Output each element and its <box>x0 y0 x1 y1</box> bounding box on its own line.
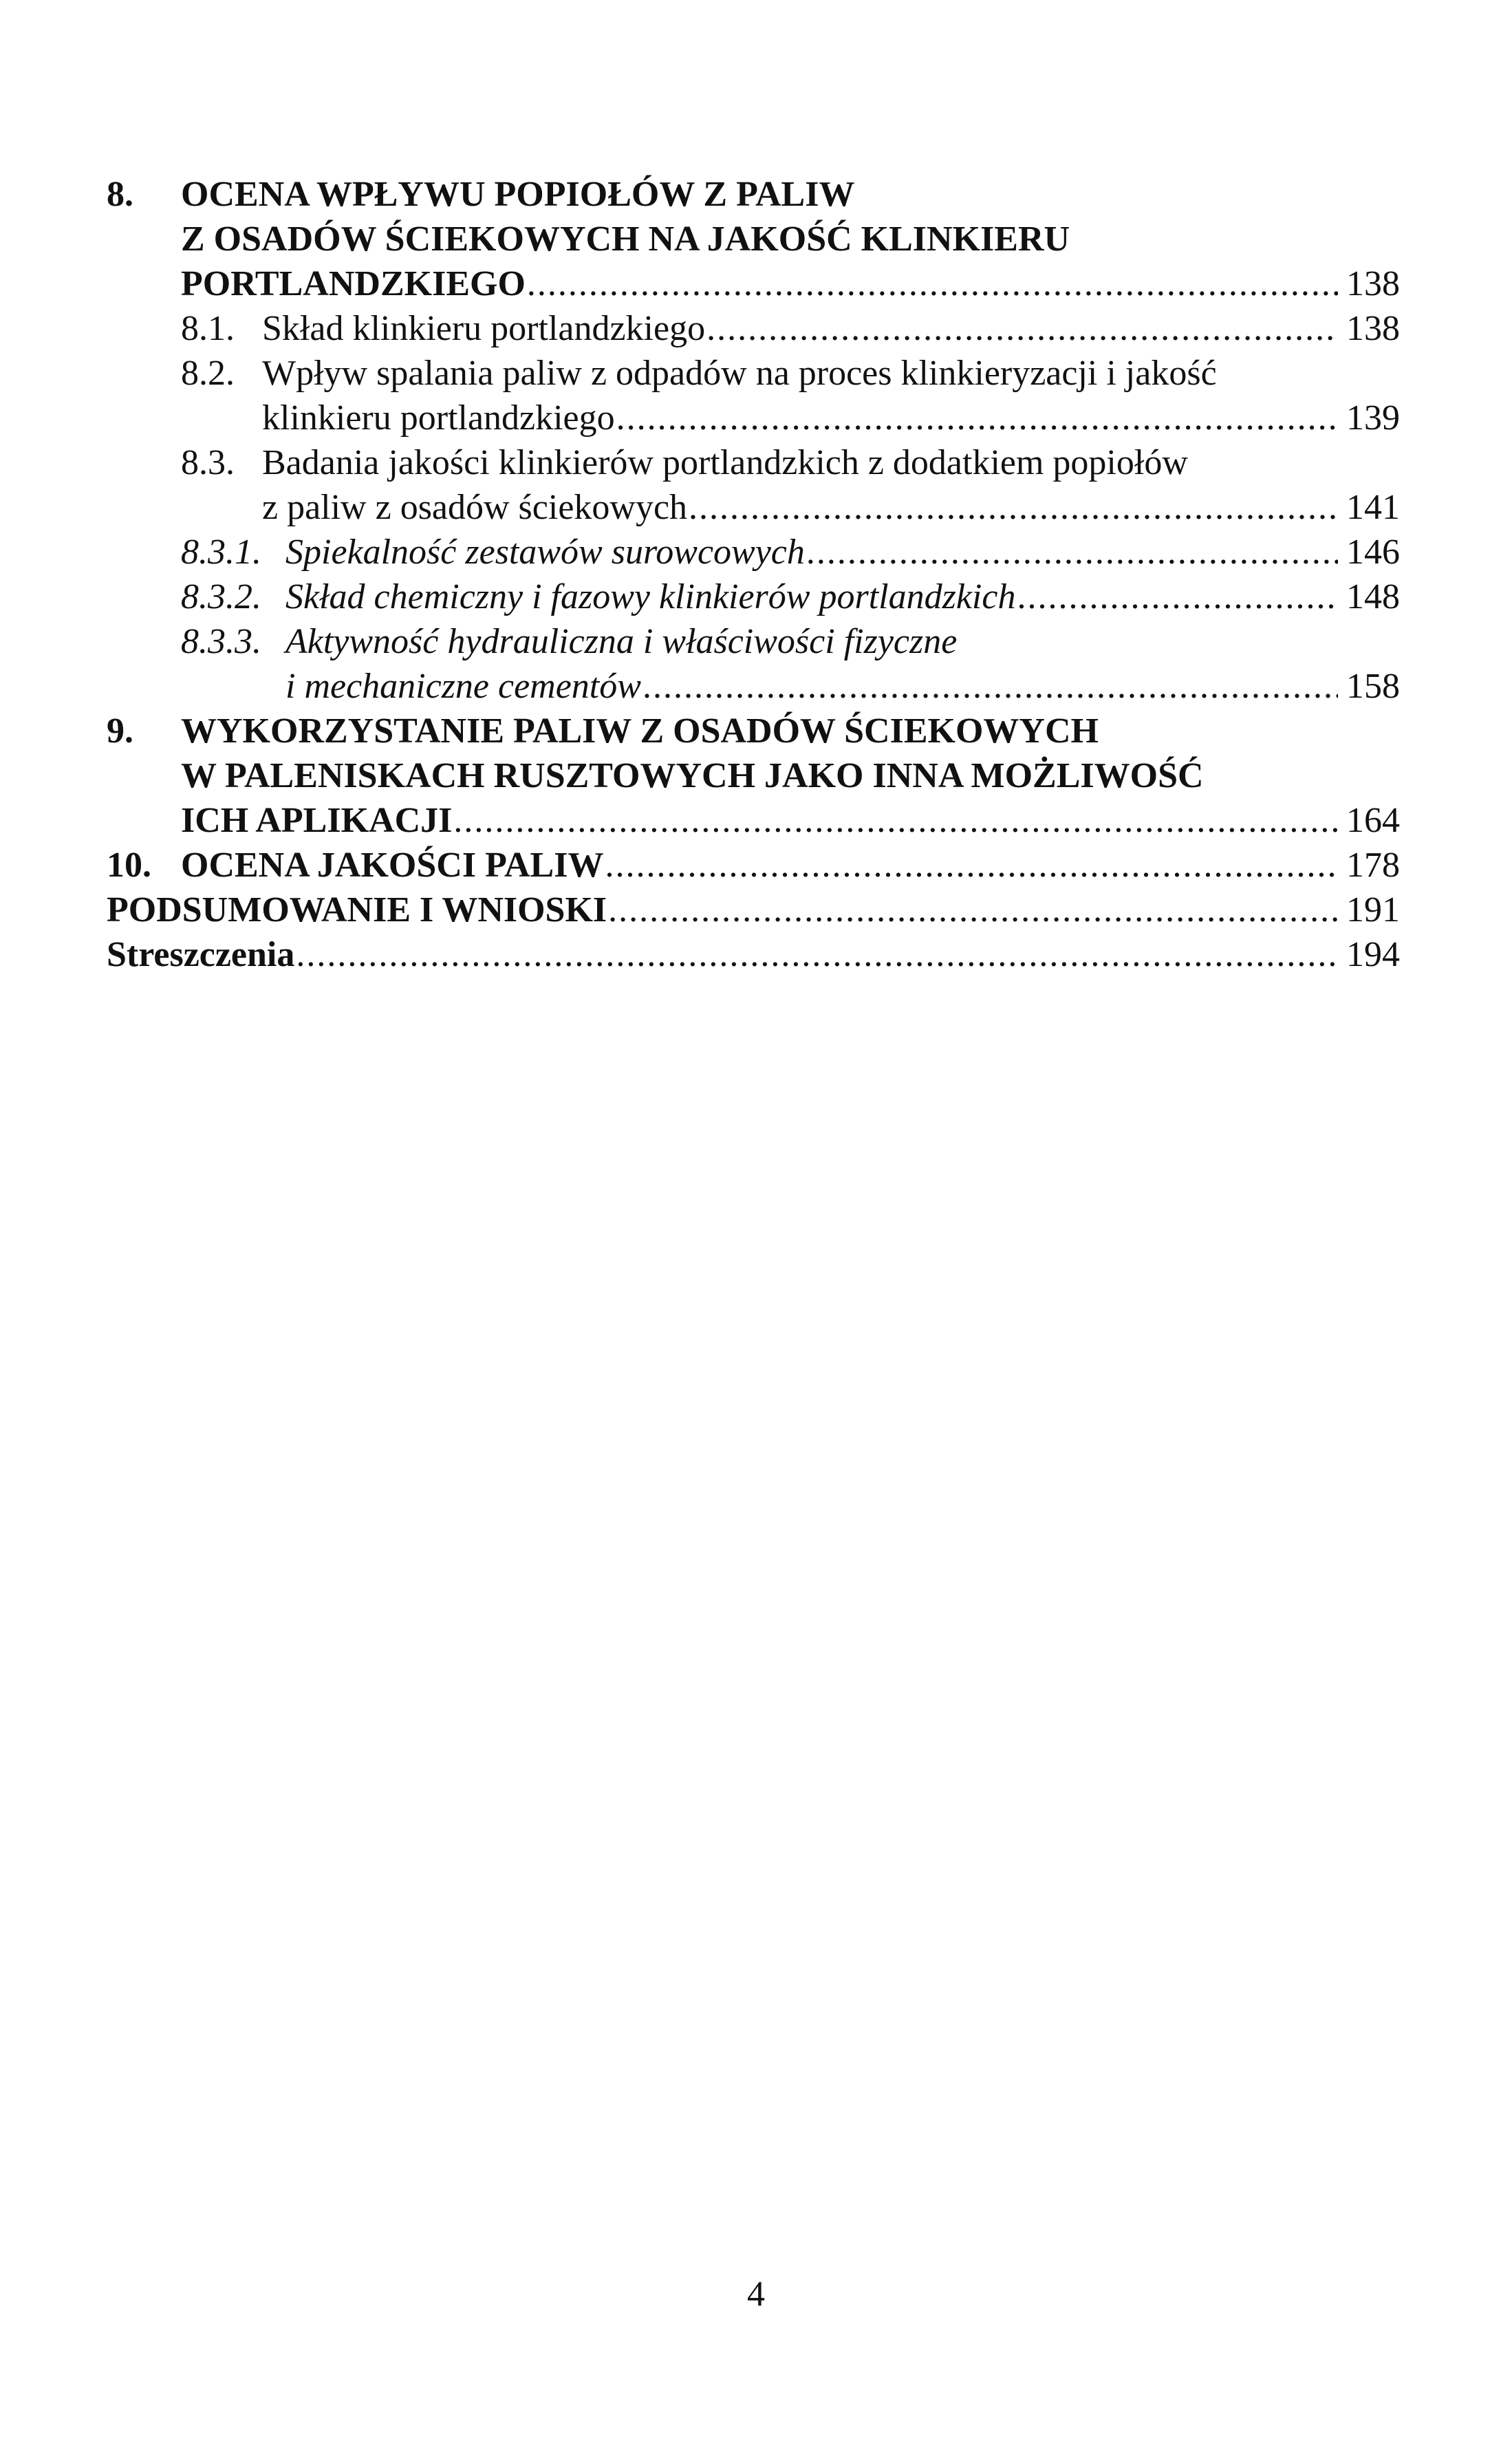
toc-page-number: 158 <box>1346 667 1400 706</box>
toc-entry-title: Skład chemiczny i fazowy klinkierów portlandzkich <box>285 577 1016 616</box>
dot-leader <box>453 798 1338 843</box>
toc-entry-title-line-3: PORTLANDZKIEGO <box>181 264 526 303</box>
dot-leader <box>642 664 1338 709</box>
dot-leader <box>689 485 1338 530</box>
toc-entry-title-line-1: OCENA WPŁYWU POPIOŁÓW Z PALIW <box>181 175 855 214</box>
toc-page-number: 138 <box>1346 309 1400 348</box>
dot-leader <box>527 261 1338 306</box>
toc-entry-title-line-2: z paliw z osadów ściekowych <box>262 488 688 527</box>
toc-entry-section-8-1[interactable] <box>107 306 1400 351</box>
toc-entry-number: 8.3.2. <box>181 577 261 616</box>
toc-entry-chapter-9[interactable] <box>107 709 1400 843</box>
toc-entry-number: 9. <box>107 711 133 751</box>
toc-entry-number: 8.3.1. <box>181 533 261 572</box>
toc-entry-title-line-2: Z OSADÓW ŚCIEKOWYCH NA JAKOŚĆ KLINKIERU <box>181 219 1070 259</box>
toc-entry-title-line-3: ICH APLIKACJI <box>181 801 453 840</box>
toc-entry-section-8-3[interactable] <box>107 440 1400 530</box>
table-of-contents <box>107 172 1400 977</box>
toc-page-number: 146 <box>1346 533 1400 572</box>
toc-entry-title-line-1: Aktywność hydrauliczna i właściwości fizyczne <box>285 622 958 661</box>
toc-entry-chapter-10[interactable] <box>107 843 1400 888</box>
toc-entry-number: 8.1. <box>181 309 235 348</box>
toc-entry-title: Skład klinkieru portlandzkiego <box>262 309 706 348</box>
dot-leader <box>616 396 1338 440</box>
toc-page-number: 164 <box>1346 801 1400 840</box>
toc-entry-number: 8.3.3. <box>181 622 261 661</box>
toc-page-number: 178 <box>1346 846 1400 885</box>
toc-entry-summary[interactable] <box>107 888 1400 932</box>
toc-page-number: 138 <box>1346 264 1400 303</box>
page-number-footer: 4 <box>747 2275 765 2314</box>
toc-entry-abstracts[interactable] <box>107 932 1400 977</box>
toc-entry-title-line-2: klinkieru portlandzkiego <box>262 398 615 438</box>
toc-entry-title: Spiekalność zestawów surowcowych <box>285 533 805 572</box>
toc-entry-section-8-3-3[interactable] <box>107 619 1400 709</box>
toc-entry-chapter-8[interactable] <box>107 172 1400 306</box>
toc-entry-section-8-3-2[interactable] <box>107 575 1400 619</box>
toc-entry-title: PODSUMOWANIE I WNIOSKI <box>107 890 607 930</box>
dot-leader <box>806 530 1338 575</box>
toc-entry-number: 8.2. <box>181 354 235 393</box>
toc-page-number: 141 <box>1346 488 1400 527</box>
toc-entry-section-8-2[interactable] <box>107 351 1400 440</box>
toc-entry-title-line-1: Wpływ spalania paliw z odpadów na proces klinkieryzacji i jakość <box>262 354 1217 393</box>
toc-entry-number: 8.3. <box>181 443 235 482</box>
dot-leader <box>608 888 1338 932</box>
toc-entry-section-8-3-1[interactable] <box>107 530 1400 575</box>
toc-page-number: 191 <box>1346 890 1400 930</box>
dot-leader <box>706 306 1338 351</box>
toc-entry-title-line-2: i mechaniczne cementów <box>285 667 641 706</box>
toc-entry-title: OCENA JAKOŚCI PALIW <box>181 846 604 885</box>
toc-entry-title-line-1: Badania jakości klinkierów portlandzkich z dodatkiem popiołów <box>262 443 1188 482</box>
toc-entry-title-line-2: W PALENISKACH RUSZTOWYCH JAKO INNA MOŻLIWOŚĆ <box>181 756 1204 795</box>
dot-leader <box>605 843 1338 888</box>
toc-entry-title-line-1: WYKORZYSTANIE PALIW Z OSADÓW ŚCIEKOWYCH <box>181 711 1099 751</box>
dot-leader <box>296 932 1338 977</box>
toc-entry-number: 10. <box>107 846 151 885</box>
toc-page-number: 194 <box>1346 935 1400 974</box>
dot-leader <box>1017 575 1338 619</box>
toc-page-number: 139 <box>1346 398 1400 438</box>
toc-entry-title: Streszczenia <box>107 935 295 974</box>
toc-entry-number: 8. <box>107 175 133 214</box>
toc-page-number: 148 <box>1346 577 1400 616</box>
